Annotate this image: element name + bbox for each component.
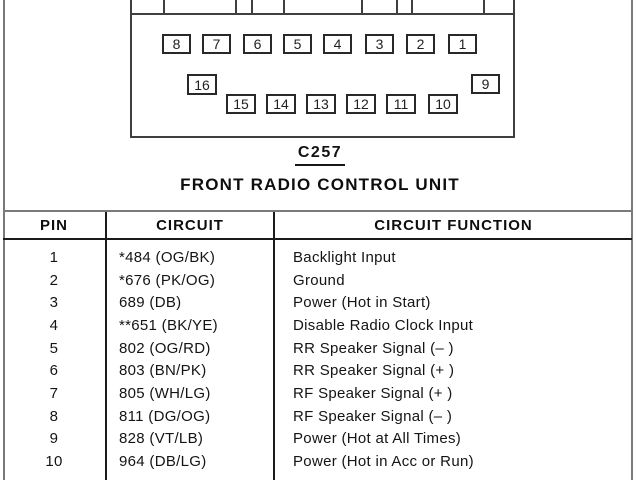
function-cell: Power (Hot in Acc or Run) <box>293 453 474 471</box>
pin-label: 6 <box>253 36 262 52</box>
pin-label: 16 <box>194 76 210 93</box>
pin-label: 5 <box>293 36 302 52</box>
circuit-cell: 805 (WH/LG) <box>119 384 211 402</box>
function-cell: Ground <box>293 271 345 289</box>
pin-box-8 <box>162 34 191 54</box>
circuit-cell: 802 (OG/RD) <box>119 339 211 357</box>
header-circuit: CIRCUIT <box>156 216 224 234</box>
pin-label: 4 <box>333 36 342 52</box>
pin-label: 11 <box>393 96 409 112</box>
pinout-table <box>3 210 632 480</box>
connector-key-divider <box>163 0 165 14</box>
table-row <box>3 246 632 269</box>
connector-key-divider <box>396 0 398 14</box>
pin-box-2 <box>406 34 435 54</box>
pin-label: 7 <box>212 36 221 52</box>
circuit-cell: 803 (BN/PK) <box>119 362 207 380</box>
pin-box-4 <box>323 34 352 54</box>
pin-cell: 10 <box>45 453 63 471</box>
header-circuit-function: CIRCUIT FUNCTION <box>374 216 533 234</box>
table-row <box>3 359 632 382</box>
function-cell: RF Speaker Signal (+ ) <box>293 384 453 402</box>
pin-label: 12 <box>353 96 369 112</box>
table-row <box>3 382 632 405</box>
pin-label: 10 <box>435 96 451 112</box>
pin-box-3 <box>365 34 394 54</box>
connector-key-divider <box>483 0 485 14</box>
function-cell: RR Speaker Signal (+ ) <box>293 362 455 380</box>
connector-key-divider <box>235 0 237 14</box>
table-row <box>3 428 632 451</box>
table-row <box>3 450 632 473</box>
pin-cell: 5 <box>49 339 59 357</box>
connector-id-wrap <box>0 144 640 166</box>
pin-label: 2 <box>416 36 425 52</box>
connector-key-divider <box>411 0 413 14</box>
function-cell: RF Speaker Signal (– ) <box>293 407 453 425</box>
header-pin: PIN <box>39 216 68 234</box>
pin-label: 8 <box>172 36 181 52</box>
pin-box-15 <box>226 94 256 114</box>
pin-cell: 6 <box>49 362 59 380</box>
circuit-cell: 828 (VT/LB) <box>119 430 204 448</box>
table-row <box>3 337 632 360</box>
function-cell: Backlight Input <box>293 248 396 266</box>
pin-box-9 <box>471 74 500 94</box>
pin-label: 14 <box>273 96 289 112</box>
pin-box-1 <box>448 34 477 54</box>
pin-box-6 <box>243 34 272 54</box>
column-divider <box>273 212 275 480</box>
pin-box-5 <box>283 34 312 54</box>
table-row <box>3 269 632 292</box>
pin-box-7 <box>202 34 231 54</box>
circuit-cell: **651 (BK/YE) <box>119 316 218 334</box>
pin-cell: 1 <box>49 248 59 266</box>
connector-key-divider <box>283 0 285 14</box>
table-row <box>3 291 632 314</box>
circuit-cell: *676 (PK/OG) <box>119 271 216 289</box>
figure-title: FRONT RADIO CONTROL UNIT <box>180 175 460 194</box>
circuit-cell: 689 (DB) <box>119 294 182 312</box>
pin-box-14 <box>266 94 296 114</box>
pin-label: 15 <box>233 96 249 112</box>
table-body <box>3 240 632 473</box>
pin-label: 13 <box>313 96 329 112</box>
pin-box-13 <box>306 94 336 114</box>
pin-label: 3 <box>375 36 384 52</box>
pin-label: 9 <box>481 76 490 92</box>
pin-box-10 <box>428 94 458 114</box>
circuit-cell: *484 (OG/BK) <box>119 248 216 266</box>
pin-cell: 9 <box>49 430 59 448</box>
connector-key-divider <box>361 0 363 14</box>
connector-key-divider <box>251 0 253 14</box>
connector-body-outline <box>130 0 515 138</box>
pin-box-11 <box>386 94 416 114</box>
function-cell: Disable Radio Clock Input <box>293 316 474 334</box>
pin-box-16 <box>187 74 217 95</box>
connector-top-strip-line <box>130 13 515 15</box>
circuit-cell: 964 (DB/LG) <box>119 453 207 471</box>
table-row <box>3 314 632 337</box>
pin-cell: 2 <box>49 271 59 289</box>
pin-cell: 3 <box>49 294 59 312</box>
pin-label: 1 <box>458 36 467 52</box>
table-header-row <box>3 212 632 240</box>
pin-box-12 <box>346 94 376 114</box>
pin-cell: 7 <box>49 384 59 402</box>
function-cell: RR Speaker Signal (– ) <box>293 339 454 357</box>
pin-cell: 4 <box>49 316 59 334</box>
connector-id: C257 <box>295 144 345 166</box>
column-divider <box>105 212 107 480</box>
pin-cell: 8 <box>49 407 59 425</box>
circuit-cell: 811 (DG/OG) <box>119 407 211 425</box>
table-row <box>3 405 632 428</box>
function-cell: Power (Hot in Start) <box>293 294 431 312</box>
function-cell: Power (Hot at All Times) <box>293 430 462 448</box>
